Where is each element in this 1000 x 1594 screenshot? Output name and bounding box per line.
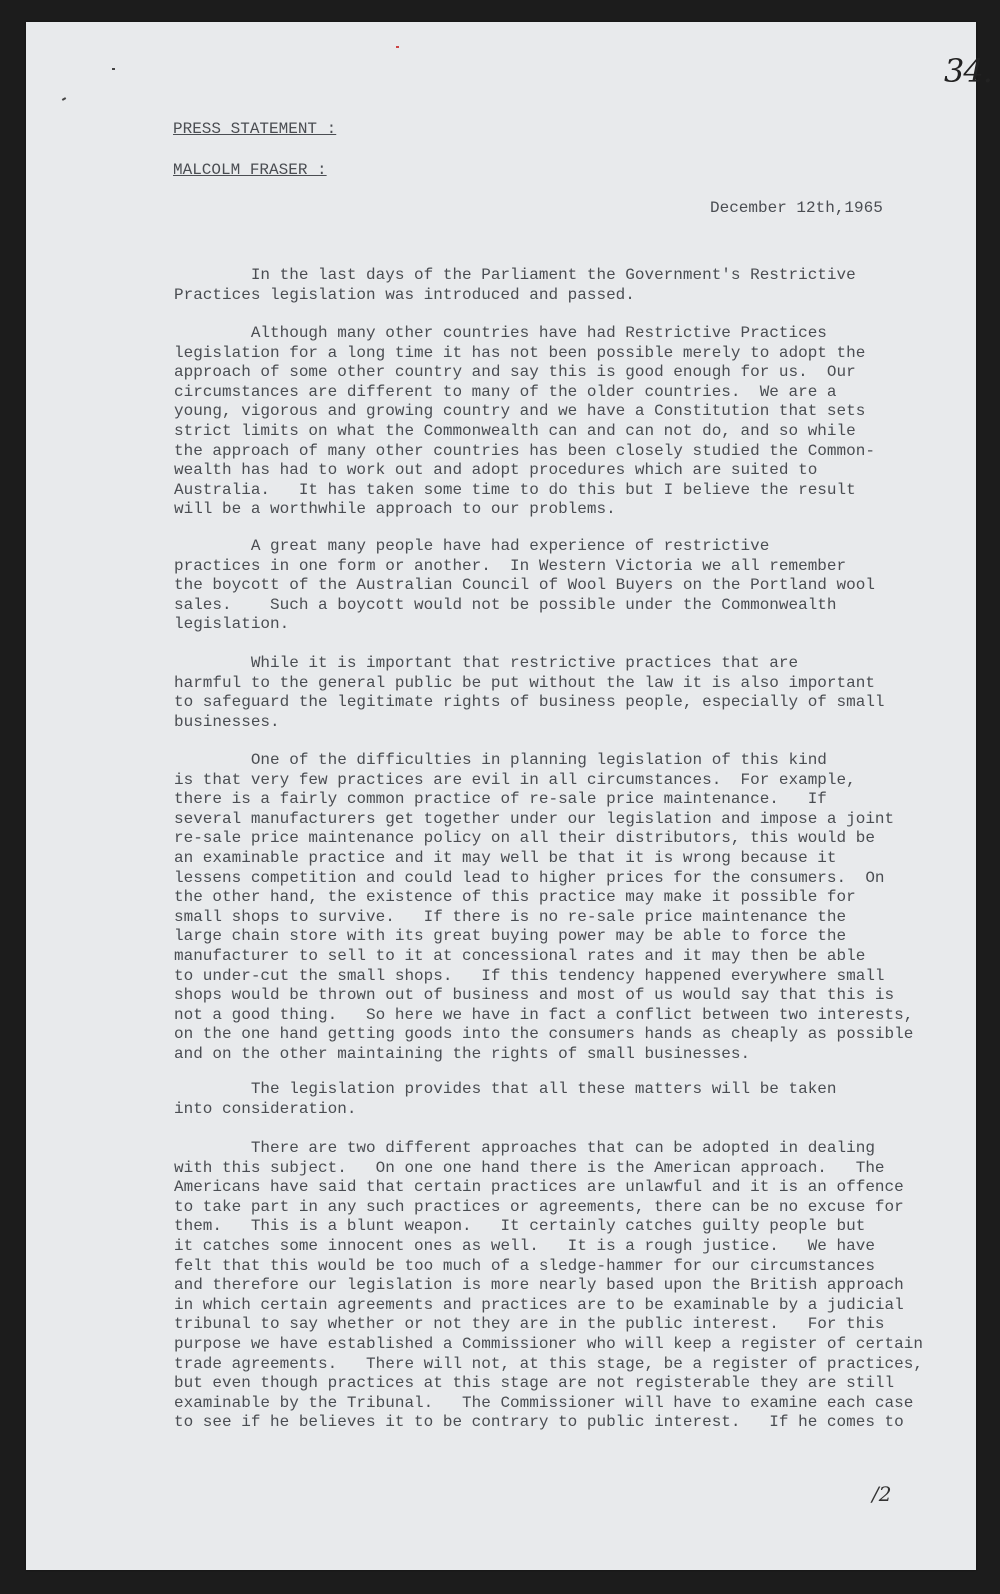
paragraph: A great many people have had experience of restrictive practices in one form or another. In Western Victoria we all remember the boycott of the Australian Council of Wool Buyers on the Portland wool sales. Such a boycott would not be possible under the Commonwealth legislation. <box>174 537 875 634</box>
paragraph: The legislation provides that all these matters will be taken into consideration. <box>174 1080 837 1118</box>
continuation-folio: /2 <box>872 1482 892 1506</box>
press-statement-heading: PRESS STATEMENT : <box>173 120 337 138</box>
paragraph: There are two different approaches that can be adopted in dealing with this subject. On one one hand there is the American approach. The Americans have said that certain practices are unlawful and it is an offence to take part in any such practices or agreements, there can be no excuse for them. This is a blunt weapon. It certainly catches guilty people but it catches some innocent ones as well. It is a rough justice. We have felt that this would be too much of a sledge-hammer for our circumstances and therefore our legislation is more nearly based upon the British approach in which certain agreements and practices are to be examinable by a judicial tribunal to say whether or not they are in the public interest. For this purpose we have established a Commissioner who will keep a register of certain trade agreements. There will not, at this stage, be a register of practices, but even though practices at this stage are not registerable they are still examinable by the Tribunal. The Commissioner will have to examine each case to see if he believes it to be contrary to public interest. If he comes to <box>174 1139 923 1432</box>
statement-date: December 12th,1965 <box>710 199 883 217</box>
document-page <box>26 22 992 1570</box>
handwritten-page-number: 34. <box>944 52 992 90</box>
paper-speck <box>396 46 399 48</box>
paragraph: In the last days of the Parliament the Government's Restrictive Practices legislation was introduced and passed. <box>174 266 856 304</box>
paragraph: While it is important that restrictive practices that are harmful to the general public be put without the law it is also important to safeguard the legitimate rights of business people, especially of small businesses. <box>174 654 885 731</box>
paper-speck <box>62 97 66 101</box>
paragraph: One of the difficulties in planning legislation of this kind is that very few practices are evil in all circumstances. For example, there is a fairly common practice of re-sale price maintenance. If several manufacturers get together under our legislation and impose a joint re-sale price maintenance policy on all their distributors, this would be an examinable practice and it may well be that it is wrong because it lessens competition and could lead to higher prices for the consumers. On the other hand, the existence of this practice may make it possible for small shops to survive. If there is no re-sale price maintenance the large chain store with its great buying power may be able to force the manufacturer to sell to it at concessional rates and it may then be able to under-cut the small shops. If this tendency happened everywhere small shops would be thrown out of business and most of us would say that this is not a good thing. So here we have in fact a conflict between two interests, on the one hand getting goods into the consumers hands as cheaply as possible and on the other maintaining the rights of small businesses. <box>174 751 914 1063</box>
paper-speck <box>112 68 115 70</box>
paragraph: Although many other countries have had Restrictive Practices legislation for a long time it has not been possible merely to adopt the approach of some other country and say this is good enough for us. Our circumstances are different to many of the older countries. We are a young, vigorous and growing country and we have a Constitution that sets strict limits on what the Commonwealth can and can not do, and so while the approach of many other countries has been closely studied the Common- wealth has had to work out and adopt procedures which are suited to Australia. It has taken some time to do this but I believe the result will be a worthwhile approach to our problems. <box>174 324 875 519</box>
author-heading: MALCOLM FRASER : <box>173 161 327 179</box>
